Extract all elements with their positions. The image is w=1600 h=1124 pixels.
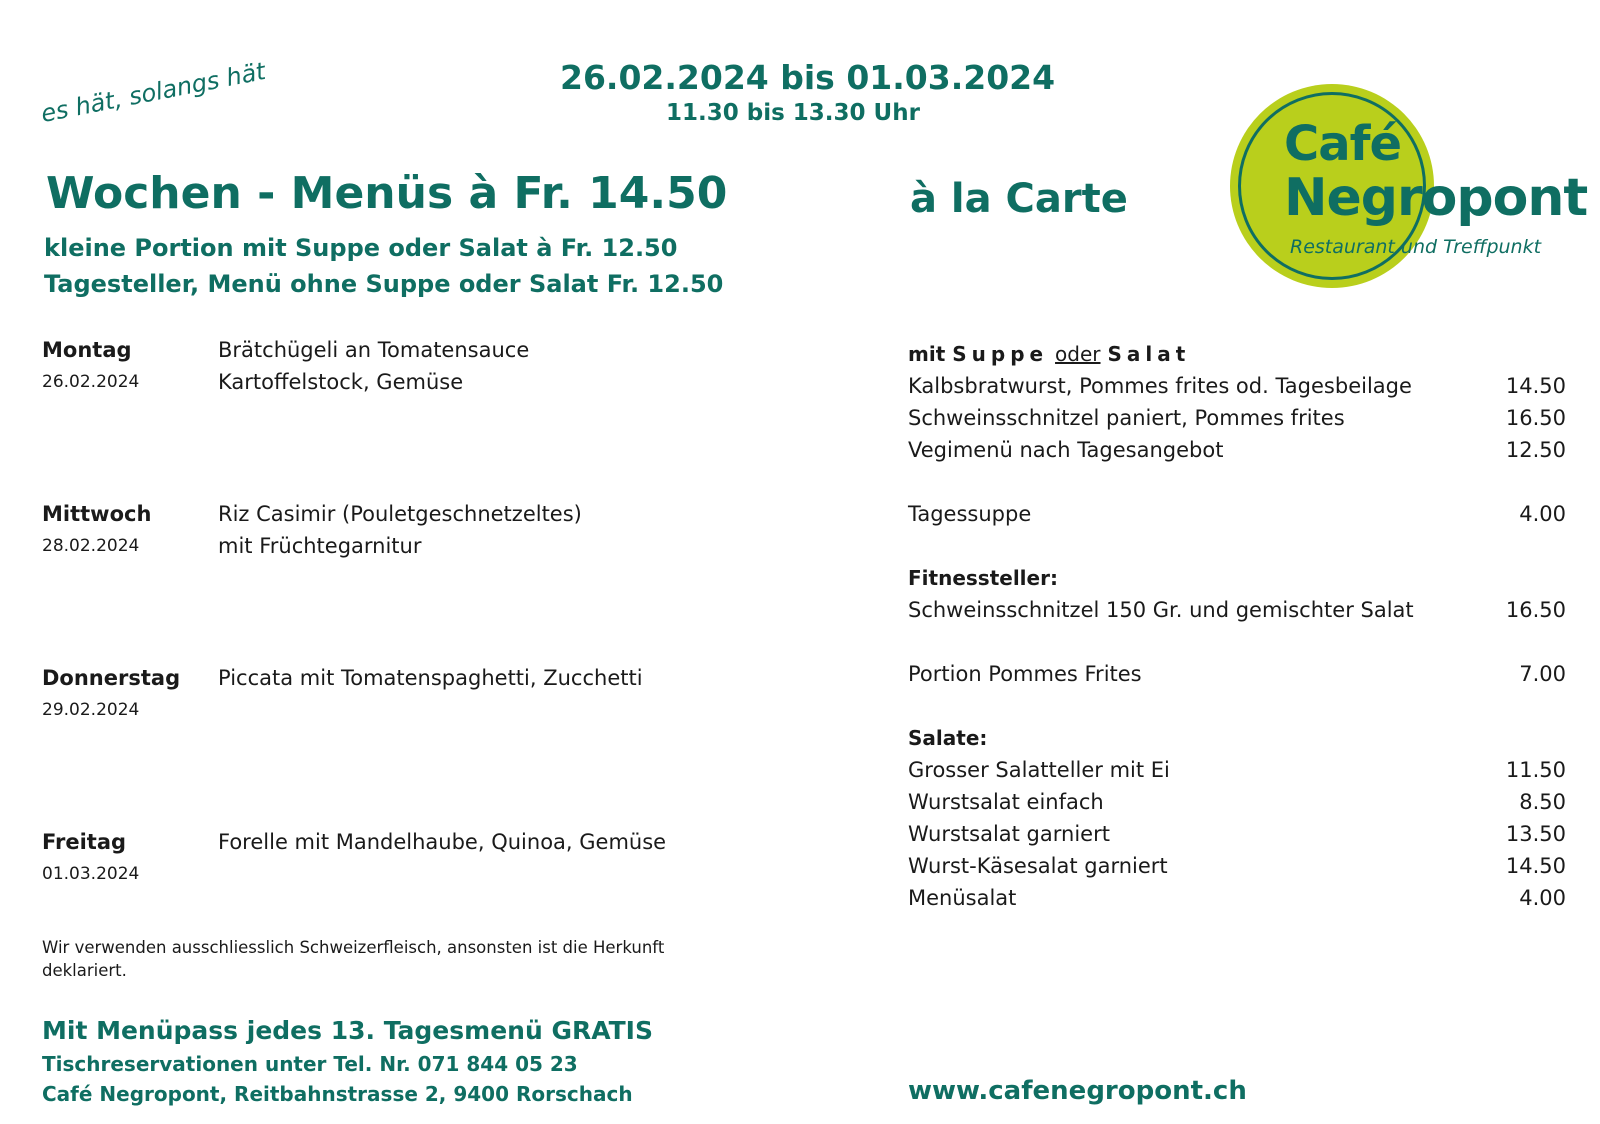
day-date: 26.02.2024 xyxy=(42,372,140,392)
section-heading-salate: Salate: xyxy=(908,726,988,750)
tagline: es hät, solangs hät xyxy=(38,57,268,128)
menu-item-tagessuppe xyxy=(908,502,1566,526)
menu-item-salat xyxy=(908,854,1566,878)
day-name: Freitag xyxy=(42,830,127,854)
item-name: Menüsalat xyxy=(908,886,1017,910)
menu-item xyxy=(908,374,1566,398)
logo-text-negropont: Negropont xyxy=(1284,168,1588,228)
item-price: 8.50 xyxy=(1519,790,1566,814)
item-price: 4.00 xyxy=(1519,886,1566,910)
item-price: 14.50 xyxy=(1505,374,1566,398)
item-name: Portion Pommes Frites xyxy=(908,662,1142,686)
dish-line: Riz Casimir (Pouletgeschnetzeltes) xyxy=(218,502,582,526)
day-date: 01.03.2024 xyxy=(42,864,140,884)
reservation-phone: Tischreservationen unter Tel. Nr. 071 844 05 23 xyxy=(42,1052,578,1076)
item-price: 11.50 xyxy=(1505,758,1566,782)
restaurant-address: Café Negropont, Reitbahnstrasse 2, 9400 Rorschach xyxy=(42,1082,633,1106)
item-name: Schweinsschnitzel paniert, Pommes frites xyxy=(908,406,1345,430)
day-name: Montag xyxy=(42,338,132,362)
menu-item xyxy=(908,438,1566,462)
menu-item-salat xyxy=(908,886,1566,910)
dish-line: Forelle mit Mandelhaube, Quinoa, Gemüse xyxy=(218,830,667,854)
day-date: 28.02.2024 xyxy=(42,536,140,556)
item-name: Vegimenü nach Tagesangebot xyxy=(908,438,1224,462)
menu-item-salat xyxy=(908,790,1566,814)
section-heading-fitnessteller: Fitnessteller: xyxy=(908,566,1058,590)
weekly-subtitle-small-portion: kleine Portion mit Suppe oder Salat à Fr. 12.50 xyxy=(44,234,678,262)
dish-line: Piccata mit Tomatenspaghetti, Zucchetti xyxy=(218,666,643,690)
logo-text-subtitle: Restaurant und Treffpunkt xyxy=(1290,236,1542,258)
item-price: 14.50 xyxy=(1505,854,1566,878)
item-price: 16.50 xyxy=(1505,598,1566,622)
day-name: Donnerstag xyxy=(42,666,181,690)
dish-line: Kartoffelstock, Gemüse xyxy=(218,370,464,394)
item-name: Kalbsbratwurst, Pommes frites od. Tagesbeilage xyxy=(908,374,1412,398)
item-price: 7.00 xyxy=(1519,662,1566,686)
website-link[interactable]: www.cafenegropont.ch xyxy=(908,1076,1247,1106)
logo-text-cafe: Café xyxy=(1284,116,1402,172)
weekly-menu-title: Wochen - Menüs à Fr. 14.50 xyxy=(46,168,728,219)
time-range: 11.30 bis 13.30 Uhr xyxy=(666,100,920,126)
date-range: 26.02.2024 bis 01.03.2024 xyxy=(560,58,1056,97)
dish-line: Brätchügeli an Tomatensauce xyxy=(218,338,530,362)
item-name: Wurst-Käsesalat garniert xyxy=(908,854,1168,878)
item-name: Grosser Salatteller mit Ei xyxy=(908,758,1170,782)
menupass-promo: Mit Menüpass jedes 13. Tagesmenü GRATIS xyxy=(42,1016,653,1045)
weekly-subtitle-tagesteller: Tagesteller, Menü ohne Suppe oder Salat Fr. 12.50 xyxy=(44,270,724,298)
item-price: 12.50 xyxy=(1505,438,1566,462)
item-name: Wurstsalat garniert xyxy=(908,822,1110,846)
day-date: 29.02.2024 xyxy=(42,700,140,720)
dish-line: mit Früchtegarnitur xyxy=(218,534,422,558)
menu-item xyxy=(908,406,1566,430)
alacarte-title: à la Carte xyxy=(910,176,1128,222)
section-heading-suppe-oder-salat: mit Suppe oder Salat xyxy=(908,342,1191,366)
menu-item-fitnessteller xyxy=(908,598,1566,622)
menu-item-salat xyxy=(908,822,1566,846)
item-name: Schweinsschnitzel 150 Gr. und gemischter Salat xyxy=(908,598,1414,622)
item-name: Tagessuppe xyxy=(908,502,1032,526)
item-price: 16.50 xyxy=(1505,406,1566,430)
day-name: Mittwoch xyxy=(42,502,152,526)
item-price: 4.00 xyxy=(1519,502,1566,526)
meat-origin-note: Wir verwenden ausschliesslich Schweizerfleisch, ansonsten ist die Herkunft deklariert. xyxy=(42,938,665,980)
item-name: Wurstsalat einfach xyxy=(908,790,1104,814)
item-price: 13.50 xyxy=(1505,822,1566,846)
menu-item-salat xyxy=(908,758,1566,782)
menu-item-pommes xyxy=(908,662,1566,686)
